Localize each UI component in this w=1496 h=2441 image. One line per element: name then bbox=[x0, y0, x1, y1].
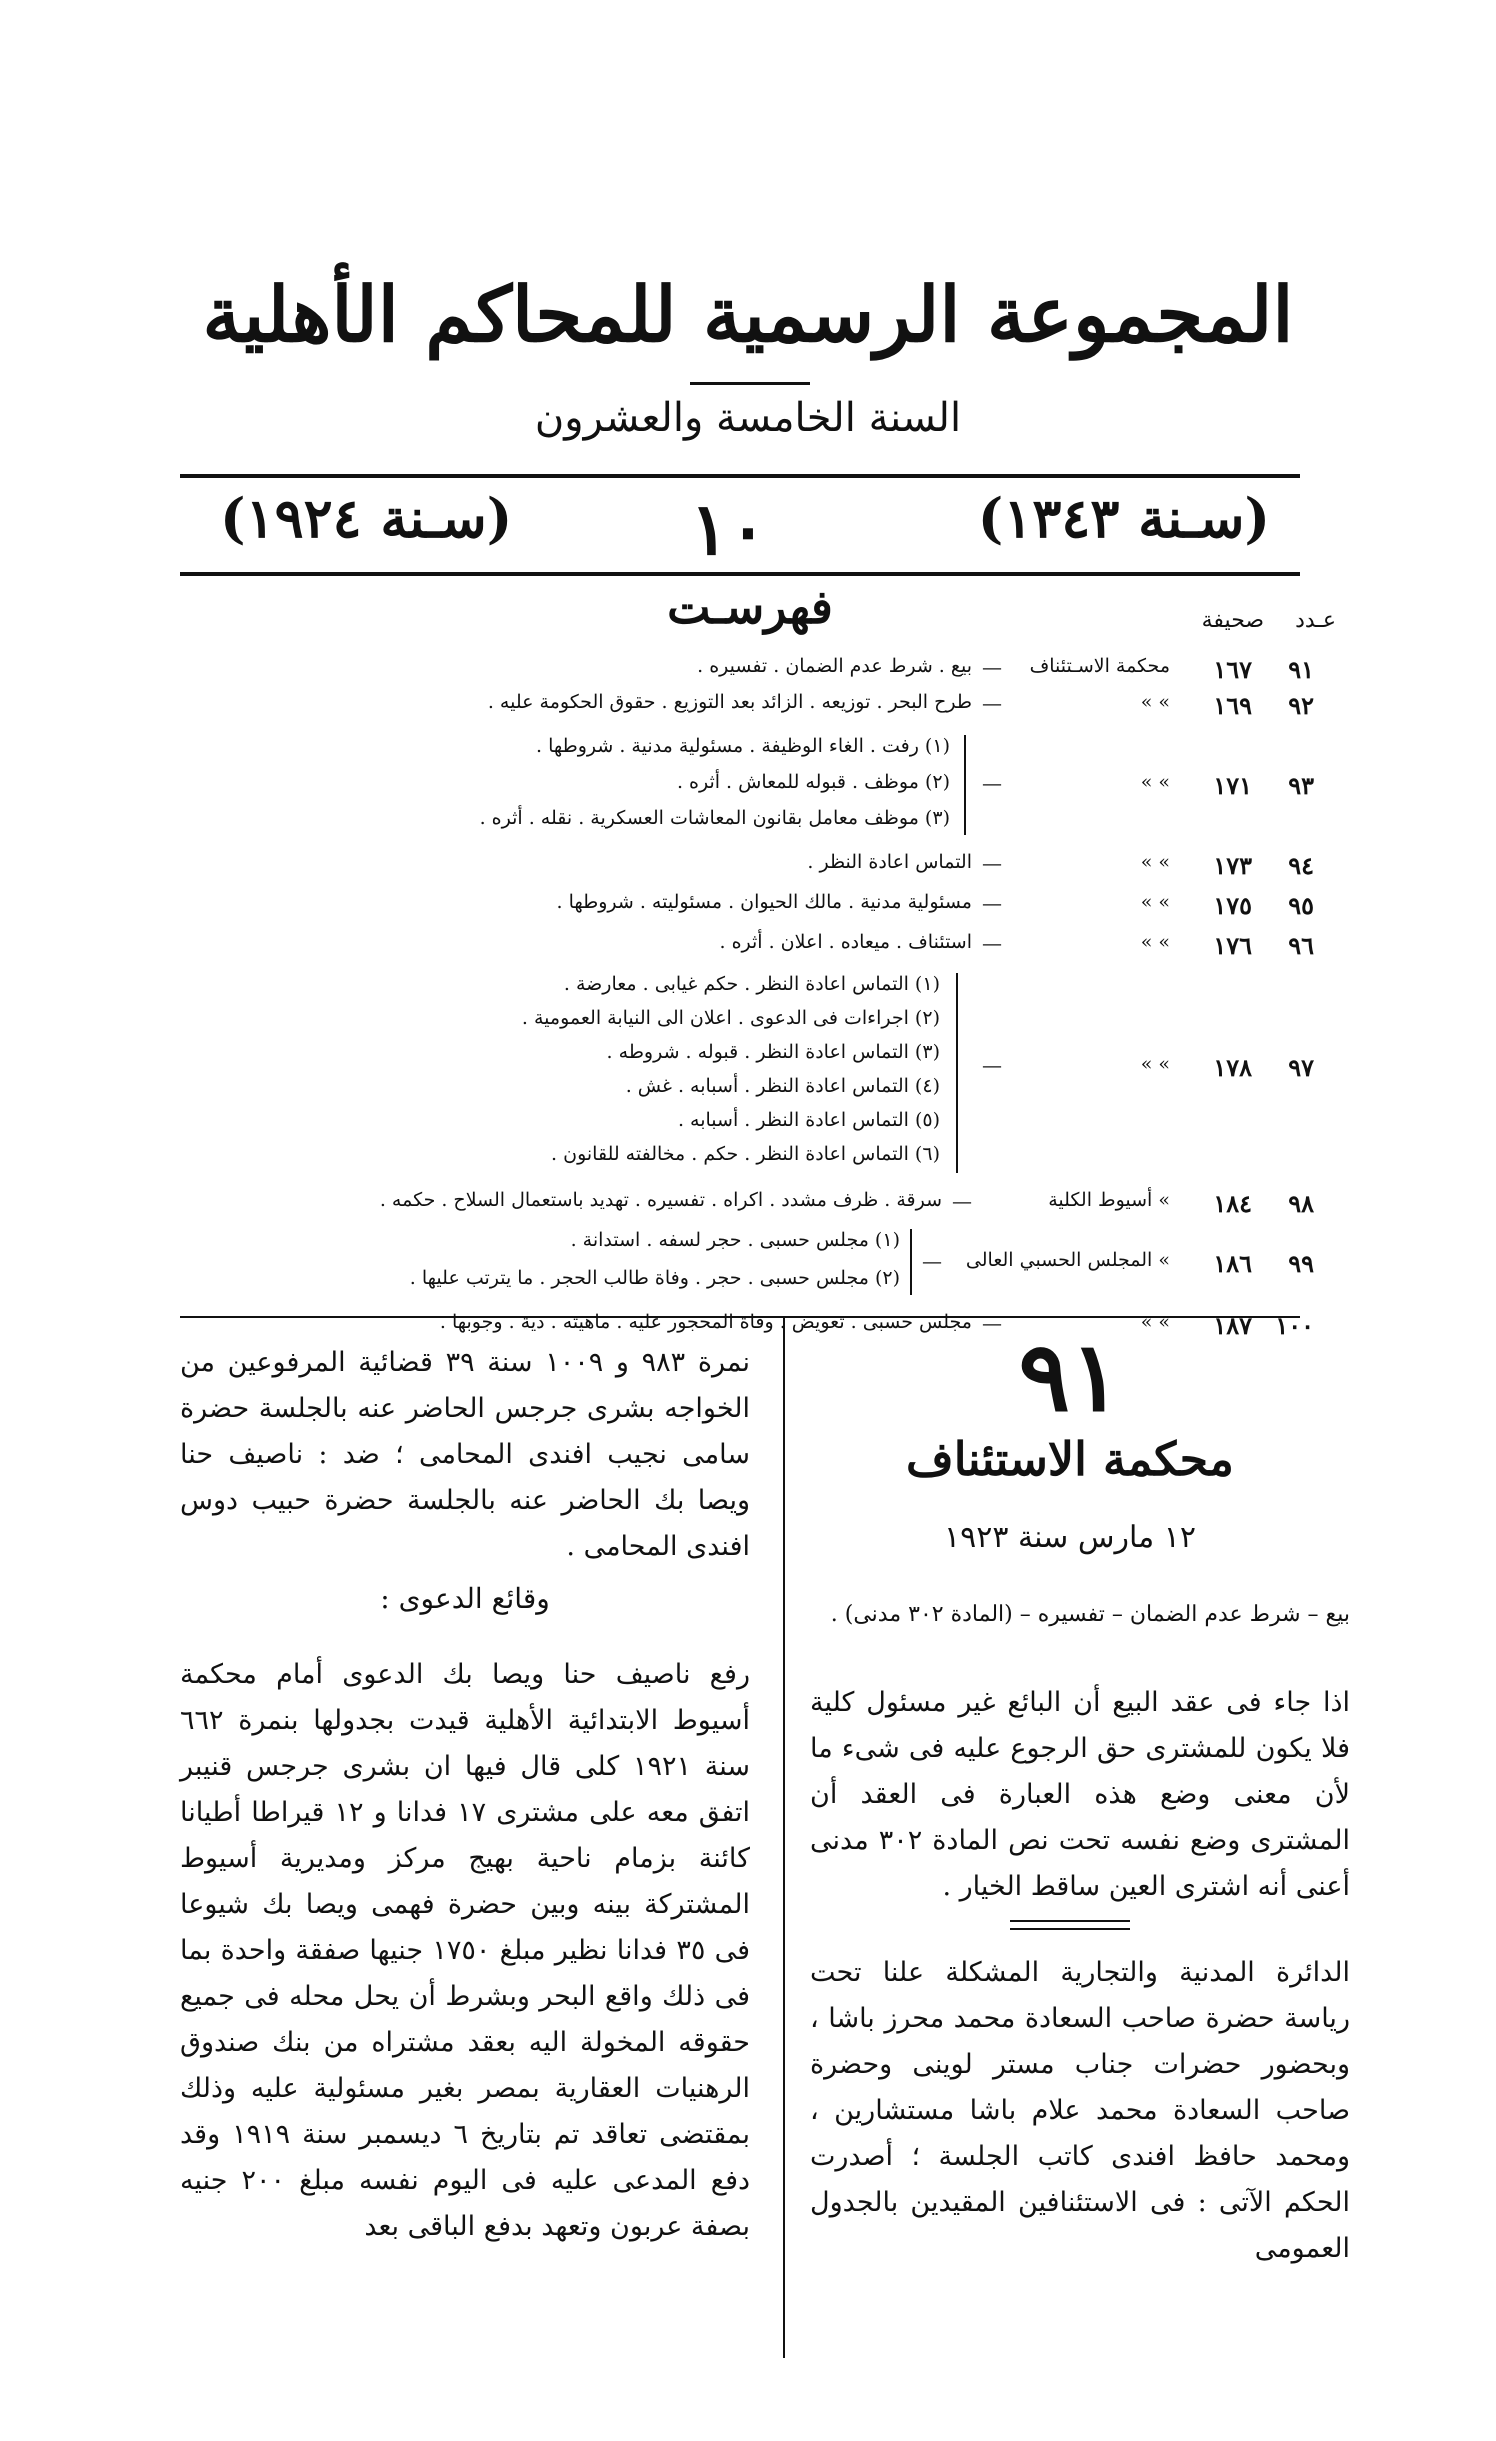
issue-number: ١٠ bbox=[690, 486, 768, 571]
index-brace bbox=[910, 1229, 912, 1295]
index-page: ١٧١ bbox=[1213, 771, 1252, 800]
index-subtopic: (٢) موظف . قبوله للمعاش . أثره . bbox=[676, 771, 950, 793]
index-subtopic: (١) مجلس حسبى . حجر لسفه . استدانة . bbox=[570, 1229, 900, 1251]
gregorian-year: (سـنة ١٩٢٤) bbox=[220, 486, 513, 550]
journal-subtitle: السنة الخامسة والعشرون bbox=[534, 395, 962, 441]
index-subrow bbox=[180, 1267, 1320, 1297]
index-page: ١٦٧ bbox=[1213, 655, 1252, 684]
facts-heading: وقائع الدعوى : bbox=[380, 1582, 550, 1615]
index-court: » » bbox=[1140, 1053, 1170, 1075]
index-page: ١٦٩ bbox=[1213, 691, 1252, 720]
index-dash: — bbox=[982, 1311, 1002, 1335]
index-col-number: عـدد bbox=[1295, 608, 1336, 633]
index-title: فهرسـت bbox=[667, 580, 833, 634]
facts-text: رفع ناصيف حنا ويصا بك الدعوى أمام محكمة أسيوط الابتدائية الأهلية قيدت بجدولها بنمرة ٦٦٢ سنة ١٩٢١ كلى قال فيها ان بشرى جرجس قنيبر اتفق معه على مشترى ١٧ فدانا و ١٢ قيراطا أطيانا كائنة بزمام ناحية بهيج مركز ومديرية أسيوط المشتركة بينه وبين حضرة فهمى ويصا بك شيوعا فى ٣٥ فدانا نظير مبلغ ١٧٥٠ جنيها صفقة واحدة بما فى ذلك واقع البحر وبشرط أن يحل محله فى جميع حقوقه المخولة اليه بعقد مشتراه من بنك صندوق الرهنيات العقارية بمصر بغير مسئولية عليه وذلك بمقتضى تعاقد تم بتاريخ ٦ ديسمبر سنة ١٩١٩ وقد دفع المدعى عليه فى اليوم نفسه مبلغ ٢٠٠ جنيه بصفة عربون وتعهد بدفع الباقى بعد bbox=[180, 1659, 751, 2242]
hijri-year: (سـنة ١٣٤٣) bbox=[977, 486, 1270, 550]
index-topic: مسئولية مدنية . مالك الحيوان . مسئوليته . شروطها . bbox=[556, 891, 972, 913]
index-topic: استئناف . ميعاده . اعلان . أثره . bbox=[719, 931, 972, 953]
title-rule bbox=[690, 382, 810, 385]
index-subrow bbox=[180, 1143, 1320, 1173]
index-topic: التماس اعادة النظر . bbox=[807, 851, 972, 873]
index-page: ١٧٥ bbox=[1213, 891, 1252, 920]
index-num: ٩٥ bbox=[1288, 891, 1314, 920]
index-court: » » bbox=[1140, 1311, 1170, 1333]
index-court: » » bbox=[1140, 931, 1170, 953]
index-subtopic: (١) رفت . الغاء الوظيفة . مسئولية مدنية . شروطها . bbox=[535, 735, 950, 757]
index-page: ١٧٦ bbox=[1213, 931, 1252, 960]
index-subrow bbox=[180, 735, 1320, 765]
index-topic: طرح البحر . توزيعه . الزائد بعد التوزيع . حقوق الحكومة عليه . bbox=[487, 691, 972, 713]
index-subrow bbox=[180, 807, 1320, 837]
index-subtopic: (٣) موظف معامل بقانون المعاشات العسكرية . نقله . أثره . bbox=[479, 807, 950, 829]
index-dash: — bbox=[982, 691, 1002, 715]
decision-headnote: اذا جاء فى عقد البيع أن البائع غير مسئول كلية فلا يكون للمشترى حق الرجوع عليه فى شىء ما لأن معنى وضع هذه العبارة فى العقد أن المشترى وضع نفسه تحت نص المادة ٣٠٢ مدنى أعنى أنه اشترى العين ساقط الخيار . bbox=[810, 1687, 1350, 1902]
index-num: ٩٢ bbox=[1288, 691, 1314, 720]
index-subrow bbox=[180, 1007, 1320, 1037]
index-page: ١٧٣ bbox=[1213, 851, 1252, 880]
header-rule-top bbox=[180, 474, 1300, 478]
section-separator bbox=[1010, 1920, 1130, 1922]
index-num: ٩٧ bbox=[1288, 1053, 1314, 1082]
index-court: » » bbox=[1140, 691, 1170, 713]
index-row bbox=[180, 931, 1320, 961]
index-page: ١٧٨ bbox=[1213, 1053, 1252, 1082]
index-dash: — bbox=[982, 771, 1002, 795]
decision-date: ١٢ مارس سنة ١٩٢٣ bbox=[944, 1520, 1196, 1555]
index-topic: بيع . شرط عدم الضمان . تفسيره . bbox=[697, 655, 972, 677]
court-name: محكمة الاستئناف bbox=[906, 1432, 1234, 1486]
index-dash: — bbox=[922, 1249, 942, 1273]
index-brace bbox=[964, 735, 966, 835]
index-subrow bbox=[180, 973, 1320, 1003]
index-dash: — bbox=[982, 851, 1002, 875]
decision-number: ٩١ bbox=[1018, 1320, 1122, 1433]
index-page: ١٨٦ bbox=[1213, 1249, 1252, 1278]
index-row bbox=[180, 891, 1320, 921]
index-row bbox=[180, 771, 1320, 801]
index-row bbox=[180, 691, 1320, 721]
index-court: » » bbox=[1140, 771, 1170, 793]
section-separator bbox=[1010, 1928, 1130, 1930]
index-bottom-rule bbox=[180, 1316, 1300, 1318]
index-subtopic: (٢) مجلس حسبى . حجر . وفاة طالب الحجر . ما يترتب عليها . bbox=[409, 1267, 900, 1289]
index-court: » أسيوط الكلية bbox=[1048, 1189, 1170, 1211]
court-panel-text: الدائرة المدنية والتجارية المشكلة علنا تحت رياسة حضرة صاحب السعادة محمد محرز باشا ، وبحضور حضرات جناب مستر لوينى وحضرة صاحب السعادة محمد علام باشا مستشارين ، ومحمد حافظ افندى كاتب الجلسة ؛ أصدرت الحكم الآتى : فى الاستئنافين المقيدين بالجدول العمومى bbox=[810, 1957, 1350, 2264]
journal-title: المجموعة الرسمية للمحاكم الأهلية bbox=[202, 270, 1294, 359]
index-num: ٩٦ bbox=[1288, 931, 1314, 960]
index-dash: — bbox=[982, 655, 1002, 679]
index-subtopic: (٢) اجراءات فى الدعوى . اعلان الى النيابة العمومية . bbox=[521, 1007, 940, 1029]
index-subrow bbox=[180, 1109, 1320, 1139]
decision-keywords: بيع – شرط عدم الضمان – تفسيره – (المادة ٣٠٢ مدنى) . bbox=[830, 1602, 1350, 1627]
index-subtopic: (٣) التماس اعادة النظر . قبوله . شروطه . bbox=[606, 1041, 940, 1063]
index-subtopic: (١) التماس اعادة النظر . حكم غيابى . معارضة . bbox=[563, 973, 940, 995]
index-subtopic: (٤) التماس اعادة النظر . أسبابه . غش . bbox=[625, 1075, 940, 1097]
index-court: » » bbox=[1140, 851, 1170, 873]
index-brace bbox=[956, 973, 958, 1173]
index-court: » » bbox=[1140, 891, 1170, 913]
index-subtopic: (٥) التماس اعادة النظر . أسبابه . bbox=[677, 1109, 940, 1131]
issue-row bbox=[180, 486, 1300, 576]
index-topic: مجلس حسبى . تعويض . وفاة المحجور عليه . ماهيته . دية . وجوبها . bbox=[439, 1311, 972, 1333]
index-num: ٩٣ bbox=[1288, 771, 1314, 800]
parties-text: نمرة ٩٨٣ و ١٠٠٩ سنة ٣٩ قضائية المرفوعين من الخواجه بشرى جرجس الحاضر عنه بالجلسة حضرة سامى نجيب افندى المحامى ؛ ضد : ناصيف حنا ويصا بك الحاضر عنه بالجلسة حضرة حبيب دوس افندى المحامى . bbox=[180, 1347, 750, 1562]
index-num: ٩٤ bbox=[1288, 851, 1314, 880]
index-subtopic: (٦) التماس اعادة النظر . حكم . مخالفته للقانون . bbox=[551, 1143, 940, 1165]
index-court: » المجلس الحسبي العالى bbox=[965, 1249, 1170, 1271]
index-topic: سرقة . ظرف مشدد . اكراه . تفسيره . تهديد باستعمال السلاح . حكمه . bbox=[379, 1189, 942, 1211]
index-page: ١٨٤ bbox=[1213, 1189, 1252, 1218]
index-num: ٩٨ bbox=[1288, 1189, 1314, 1218]
index-num: ١٠٠ bbox=[1275, 1311, 1314, 1340]
index-dash: — bbox=[982, 1053, 1002, 1077]
index-num: ٩١ bbox=[1288, 655, 1314, 684]
column-divider bbox=[783, 1318, 785, 2358]
index-dash: — bbox=[952, 1189, 972, 1213]
index-dash: — bbox=[982, 931, 1002, 955]
index-row bbox=[180, 851, 1320, 881]
index-column-headers bbox=[1178, 608, 1336, 633]
index-row bbox=[180, 655, 1320, 685]
index-num: ٩٩ bbox=[1288, 1249, 1314, 1278]
header-rule-bottom bbox=[180, 572, 1300, 576]
index-dash: — bbox=[982, 891, 1002, 915]
index-page: ١٨٧ bbox=[1213, 1311, 1252, 1340]
index-row bbox=[180, 1189, 1320, 1219]
index-court: محكمة الاسـتئناف bbox=[1029, 655, 1170, 677]
index-col-page: صحيفة bbox=[1201, 608, 1265, 633]
index-subrow bbox=[180, 1075, 1320, 1105]
